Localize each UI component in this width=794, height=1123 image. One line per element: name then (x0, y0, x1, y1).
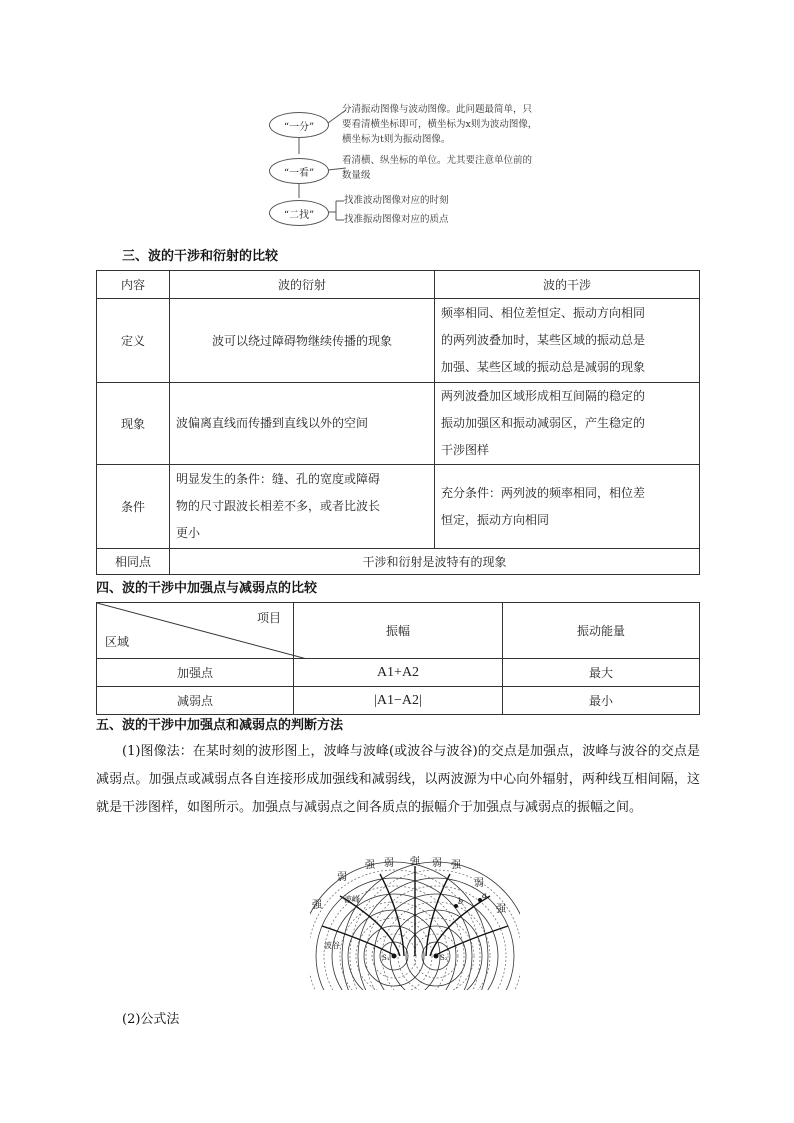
table-row (97, 465, 700, 549)
amplitude-comparison-table (96, 602, 700, 715)
method-paragraph-2: (2)公式法 (122, 1012, 180, 1027)
label-strong: 强 (312, 900, 322, 911)
interference-cell: 两列波叠加区域形成相互间隔的稳定的 振动加强区和振动减弱区，产生稳定的 干涉图样 (435, 383, 700, 465)
label-s1: S₁ (382, 954, 390, 962)
row-label: 定义 (97, 299, 170, 383)
row-label: 相同点 (97, 549, 170, 575)
header-energy: 振动能量 (503, 603, 700, 659)
header-content: 内容 (97, 271, 170, 299)
label-s2: S₂ (440, 954, 448, 962)
header-diffraction: 波的衍射 (170, 271, 435, 299)
label-strong: 强 (410, 856, 420, 867)
label-strong: 强 (365, 860, 375, 871)
table-row (97, 659, 700, 687)
source-s2-dot (434, 954, 439, 959)
header-amplitude: 振幅 (294, 603, 503, 659)
method-paragraph-1: (1)图像法：在某时刻的波形图上，波峰与波峰(或波谷与波谷)的交点是加强点，波峰与波谷的交点是减弱点。加强点或减弱点各自连接形成加强线和减弱线，以两波源为中心向外辐射，两种线互相间隔，这就是干涉图样，如图所示。加强点与减弱点之间各质点的振幅介于加强点与减弱点的振幅之间。 (96, 744, 700, 815)
diffraction-interference-table (96, 270, 700, 575)
label-a: a (482, 891, 487, 900)
label-crest: 波峰 (344, 895, 360, 904)
corner-bottom-label: 区域 (105, 635, 130, 649)
amplitude-value: |A1−A2| (294, 687, 503, 715)
diffraction-cell: 波偏离直线而传播到直线以外的空间 (170, 383, 435, 465)
label-weak: 弱 (337, 872, 347, 883)
table-row (97, 383, 700, 465)
row-label: 条件 (97, 465, 170, 549)
energy-value: 最小 (503, 687, 700, 715)
diffraction-cell: 波可以绕过障碍物继续传播的现象 (170, 299, 435, 383)
amplitude-value: A1+A2 (294, 659, 503, 687)
row-label: 加强点 (97, 659, 294, 687)
table-row (97, 299, 700, 383)
common-text: 干涉和衍射是波特有的现象 (170, 549, 700, 575)
flow-step-3: “二找” (269, 200, 329, 226)
table-header-row (97, 271, 700, 299)
section-5-title: 五、波的干涉中加强点和减弱点的判断方法 (96, 718, 344, 733)
section-3-title: 三、波的干涉和衍射的比较 (122, 249, 279, 264)
corner-cell (97, 603, 294, 659)
flow-find-1: 找准波动图像对应的时刻 (344, 195, 449, 206)
flow-step-1: “一分” (269, 112, 329, 138)
flow-desc-2: 看清横、纵坐标的单位。尤其要注意单位前的 数量级 (342, 155, 533, 181)
energy-value: 最大 (503, 659, 700, 687)
source-s1-dot (392, 954, 397, 959)
row-label: 减弱点 (97, 687, 294, 715)
diffraction-cell: 明显发生的条件：缝、孔的宽度或障碍 物的尺寸跟波长相差不多，或者比波长 更小 (170, 465, 435, 549)
interference-figure (310, 856, 520, 992)
table-row-common (97, 549, 700, 575)
corner-top-label: 项目 (256, 611, 281, 625)
flow-desc-1: 分清振动图像与波动图像。此问题最简单，只 要看清横坐标即可，横坐标为x则为波动图像， 横坐标为t则为振动图像。 (342, 104, 538, 145)
table-row (97, 687, 700, 715)
row-label: 现象 (97, 383, 170, 465)
label-b: b (458, 897, 464, 906)
interference-cell: 频率相同、相位差恒定、振动方向相同 的两列波叠加时，某些区域的振动总是 加强、某些区域的振动总是减弱的现象 (435, 299, 700, 383)
label-strong: 强 (451, 860, 461, 871)
flow-step-2: “一看” (269, 158, 329, 184)
table-header-row (97, 603, 700, 659)
section-4-title: 四、波的干涉中加强点与减弱点的比较 (96, 581, 318, 596)
label-weak: 弱 (474, 878, 484, 889)
label-strong: 强 (496, 904, 506, 915)
label-weak: 弱 (384, 858, 394, 869)
header-interference: 波的干涉 (435, 271, 700, 299)
flow-find-2: 找准振动图像对应的质点 (344, 214, 449, 225)
label-weak: 弱 (432, 858, 442, 869)
label-trough: 波谷 (324, 941, 340, 950)
interference-cell: 充分条件：两列波的频率相同，相位差 恒定，振动方向相同 (435, 465, 700, 549)
